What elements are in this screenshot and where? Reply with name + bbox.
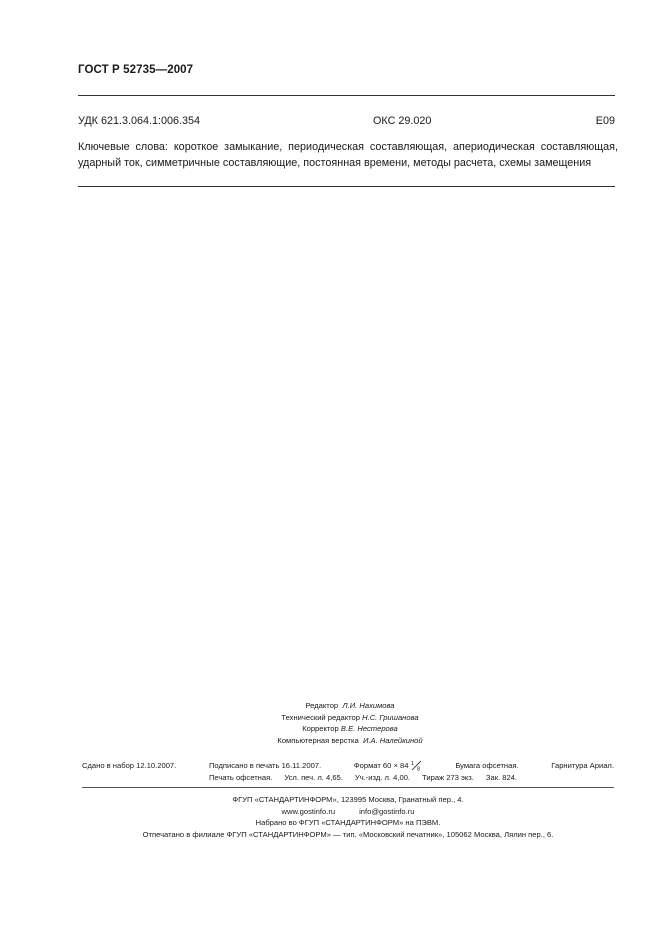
credit-name: В.Е. Нестерова [340, 724, 398, 734]
typeset-note: Набрано во ФГУП «СТАНДАРТИНФОРМ» на ПЭВМ. [255, 818, 441, 827]
publisher-email: info@gostinfo.ru [359, 806, 415, 816]
font-info: Гарнитура Ариал. [551, 761, 614, 770]
print-type: Печать офсетная. [208, 773, 273, 782]
credits-block [230, 700, 470, 746]
publisher-block [82, 794, 614, 840]
keywords-divider [78, 186, 615, 187]
publisher-address: ФГУП «СТАНДАРТИНФОРМ», 123995 Москва, Гранатный пер., 4. [232, 795, 464, 804]
credit-name: И.А. Налейкиной [362, 735, 423, 745]
format-info [354, 760, 423, 772]
credit-role: Технический редактор [281, 712, 360, 722]
printed-note: Отпечатано в филиале ФГУП «СТАНДАРТИНФОРМ» — тип. «Московский печатник», 105062 Москва, Лялин пер., 6. [142, 829, 554, 839]
print-info-line-2 [112, 772, 614, 784]
imprint-divider [82, 787, 614, 788]
credit-name: Л.И. Нахимова [342, 701, 395, 710]
credit-name: Н.С. Гришанова [362, 712, 419, 722]
credit-role: Корректор [302, 724, 339, 734]
format-prefix: Формат 60 × 84 [353, 761, 409, 770]
udk-code: УДК 621.3.064.1:006.354 [78, 115, 201, 127]
credit-editor [230, 700, 470, 712]
svg-text:1: 1 [410, 761, 414, 767]
classification-row [78, 115, 615, 131]
standard-number: ГОСТ Р 52735—2007 [78, 64, 194, 76]
credit-layout [230, 735, 470, 747]
publisher-website: www.gostinfo.ru [281, 806, 336, 816]
signed-date: Подписано в печать 16.11.2007. [208, 761, 322, 770]
publisher-contacts [82, 806, 614, 818]
fraction-glyph [411, 760, 423, 771]
publishing-sheets: Уч.-изд. л. 4,00. [354, 773, 411, 782]
credit-tech-editor [230, 712, 470, 724]
print-run: Тираж 273 экз. [422, 773, 474, 782]
print-sheets: Усл. печ. л. 4,65. [284, 773, 343, 782]
oks-code: ОКС 29.020 [373, 115, 432, 127]
credit-role: Редактор [305, 701, 339, 710]
format-fraction [411, 760, 423, 770]
print-info-line-1 [82, 760, 614, 772]
order-number: Зак. 824. [485, 773, 518, 782]
paper-type: Бумага офсетная. [455, 761, 519, 770]
credit-proofreader [230, 723, 470, 735]
credit-role: Компьютерная верстка [277, 735, 359, 745]
category-code: Е09 [595, 115, 615, 127]
top-divider [78, 95, 615, 96]
print-info-block [82, 760, 614, 784]
keywords-paragraph: Ключевые слова: короткое замыкание, периодическая составляющая, апериодическая составляющая, ударный ток, симметричные составляющие, постоянная времени, методы расчета, схемы замещения [78, 141, 618, 169]
svg-text:8: 8 [416, 766, 420, 771]
submitted-date: Сдано в набор 12.10.2007. [82, 761, 177, 770]
